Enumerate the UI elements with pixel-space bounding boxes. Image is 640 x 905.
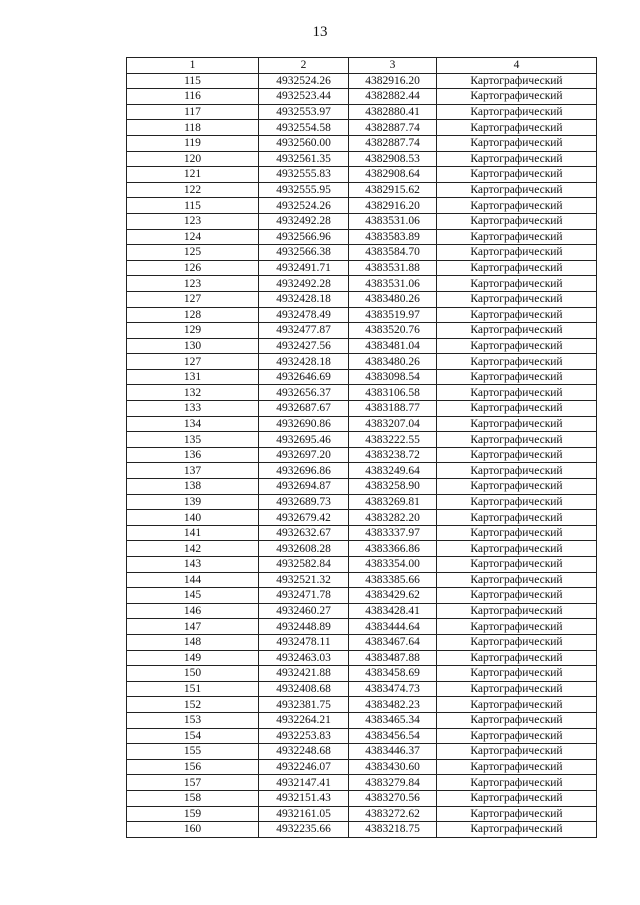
y-coordinate-cell: 4383366.86: [349, 541, 437, 557]
method-cell: Картографический: [437, 260, 597, 276]
point-number-cell: 141: [127, 525, 259, 541]
point-number-cell: 115: [127, 198, 259, 214]
point-number-cell: 147: [127, 619, 259, 635]
method-cell: Картографический: [437, 354, 597, 370]
y-coordinate-cell: 4383238.72: [349, 447, 437, 463]
x-coordinate-cell: 4932555.83: [259, 167, 349, 183]
table-row: [127, 759, 597, 775]
x-coordinate-cell: 4932632.67: [259, 525, 349, 541]
page-number: 13: [312, 24, 328, 40]
table-header-row: [127, 58, 597, 74]
table-row: [127, 354, 597, 370]
method-cell: Картографический: [437, 806, 597, 822]
point-number-cell: 116: [127, 89, 259, 105]
method-cell: Картографический: [437, 744, 597, 760]
x-coordinate-cell: 4932560.00: [259, 135, 349, 151]
table-row: [127, 291, 597, 307]
y-coordinate-cell: 4383282.20: [349, 510, 437, 526]
x-coordinate-cell: 4932521.32: [259, 572, 349, 588]
table-row: [127, 603, 597, 619]
point-number-cell: 132: [127, 385, 259, 401]
method-cell: Картографический: [437, 73, 597, 89]
x-coordinate-cell: 4932427.56: [259, 338, 349, 354]
table-row: [127, 182, 597, 198]
x-coordinate-cell: 4932523.44: [259, 89, 349, 105]
point-number-cell: 119: [127, 135, 259, 151]
table-row: [127, 369, 597, 385]
point-number-cell: 120: [127, 151, 259, 167]
method-cell: Картографический: [437, 775, 597, 791]
y-coordinate-cell: 4383222.55: [349, 432, 437, 448]
x-coordinate-cell: 4932491.71: [259, 260, 349, 276]
method-cell: Картографический: [437, 681, 597, 697]
method-cell: Картографический: [437, 213, 597, 229]
point-number-cell: 128: [127, 307, 259, 323]
point-number-cell: 117: [127, 104, 259, 120]
y-coordinate-cell: 4382915.62: [349, 182, 437, 198]
y-coordinate-cell: 4383480.26: [349, 354, 437, 370]
y-coordinate-cell: 4383269.81: [349, 494, 437, 510]
point-number-cell: 134: [127, 416, 259, 432]
table-row: [127, 572, 597, 588]
point-number-cell: 127: [127, 354, 259, 370]
point-number-cell: 160: [127, 822, 259, 838]
table-row: [127, 712, 597, 728]
method-cell: Картографический: [437, 447, 597, 463]
x-coordinate-cell: 4932448.89: [259, 619, 349, 635]
table-row: [127, 307, 597, 323]
point-number-cell: 124: [127, 229, 259, 245]
table-row: [127, 245, 597, 261]
method-cell: Картографический: [437, 416, 597, 432]
x-coordinate-cell: 4932151.43: [259, 790, 349, 806]
x-coordinate-cell: 4932696.86: [259, 463, 349, 479]
y-coordinate-cell: 4383098.54: [349, 369, 437, 385]
table-row: [127, 681, 597, 697]
x-coordinate-cell: 4932694.87: [259, 479, 349, 495]
method-cell: Картографический: [437, 182, 597, 198]
method-cell: Картографический: [437, 494, 597, 510]
x-coordinate-cell: 4932689.73: [259, 494, 349, 510]
y-coordinate-cell: 4382908.64: [349, 167, 437, 183]
table-row: [127, 806, 597, 822]
x-coordinate-cell: 4932566.38: [259, 245, 349, 261]
table-row: [127, 790, 597, 806]
point-number-cell: 133: [127, 401, 259, 417]
x-coordinate-cell: 4932656.37: [259, 385, 349, 401]
point-number-cell: 135: [127, 432, 259, 448]
y-coordinate-cell: 4383354.00: [349, 557, 437, 573]
table-row: [127, 541, 597, 557]
table-row: [127, 650, 597, 666]
method-cell: Картографический: [437, 728, 597, 744]
method-cell: Картографический: [437, 276, 597, 292]
method-cell: Картографический: [437, 510, 597, 526]
x-coordinate-cell: 4932478.11: [259, 634, 349, 650]
point-number-cell: 131: [127, 369, 259, 385]
point-number-cell: 123: [127, 276, 259, 292]
y-coordinate-cell: 4383458.69: [349, 666, 437, 682]
point-number-cell: 158: [127, 790, 259, 806]
table-row: [127, 666, 597, 682]
table-row: [127, 728, 597, 744]
point-number-cell: 153: [127, 712, 259, 728]
table-row: [127, 634, 597, 650]
y-coordinate-cell: 4383272.62: [349, 806, 437, 822]
y-coordinate-cell: 4383270.56: [349, 790, 437, 806]
method-cell: Картографический: [437, 759, 597, 775]
y-coordinate-cell: 4383474.73: [349, 681, 437, 697]
x-coordinate-cell: 4932428.18: [259, 354, 349, 370]
table-row: [127, 775, 597, 791]
table-row: [127, 229, 597, 245]
method-cell: Картографический: [437, 603, 597, 619]
table-row: [127, 260, 597, 276]
x-coordinate-cell: 4932381.75: [259, 697, 349, 713]
table-row: [127, 385, 597, 401]
method-cell: Картографический: [437, 619, 597, 635]
y-coordinate-cell: 4383520.76: [349, 323, 437, 339]
x-coordinate-cell: 4932428.18: [259, 291, 349, 307]
column-header: 1: [127, 58, 259, 74]
x-coordinate-cell: 4932690.86: [259, 416, 349, 432]
method-cell: Картографический: [437, 525, 597, 541]
method-cell: Картографический: [437, 463, 597, 479]
y-coordinate-cell: 4383456.54: [349, 728, 437, 744]
table-row: [127, 588, 597, 604]
x-coordinate-cell: 4932608.28: [259, 541, 349, 557]
y-coordinate-cell: 4383446.37: [349, 744, 437, 760]
y-coordinate-cell: 4383429.62: [349, 588, 437, 604]
point-number-cell: 142: [127, 541, 259, 557]
y-coordinate-cell: 4383584.70: [349, 245, 437, 261]
y-coordinate-cell: 4383188.77: [349, 401, 437, 417]
method-cell: Картографический: [437, 369, 597, 385]
x-coordinate-cell: 4932679.42: [259, 510, 349, 526]
method-cell: Картографический: [437, 650, 597, 666]
method-cell: Картографический: [437, 323, 597, 339]
table-row: [127, 822, 597, 838]
y-coordinate-cell: 4383106.58: [349, 385, 437, 401]
method-cell: Картографический: [437, 712, 597, 728]
point-number-cell: 123: [127, 213, 259, 229]
column-header: 3: [349, 58, 437, 74]
method-cell: Картографический: [437, 790, 597, 806]
table-row: [127, 525, 597, 541]
method-cell: Картографический: [437, 432, 597, 448]
x-coordinate-cell: 4932235.66: [259, 822, 349, 838]
table-row: [127, 89, 597, 105]
point-number-cell: 146: [127, 603, 259, 619]
x-coordinate-cell: 4932253.83: [259, 728, 349, 744]
point-number-cell: 156: [127, 759, 259, 775]
point-number-cell: 139: [127, 494, 259, 510]
point-number-cell: 155: [127, 744, 259, 760]
method-cell: Картографический: [437, 634, 597, 650]
method-cell: Картографический: [437, 338, 597, 354]
point-number-cell: 159: [127, 806, 259, 822]
point-number-cell: 130: [127, 338, 259, 354]
point-number-cell: 122: [127, 182, 259, 198]
column-header: 4: [437, 58, 597, 74]
table-row: [127, 151, 597, 167]
table-row: [127, 510, 597, 526]
coordinates-table: [126, 57, 597, 838]
method-cell: Картографический: [437, 697, 597, 713]
x-coordinate-cell: 4932147.41: [259, 775, 349, 791]
y-coordinate-cell: 4383249.64: [349, 463, 437, 479]
y-coordinate-cell: 4382908.53: [349, 151, 437, 167]
x-coordinate-cell: 4932246.07: [259, 759, 349, 775]
x-coordinate-cell: 4932264.21: [259, 712, 349, 728]
method-cell: Картографический: [437, 479, 597, 495]
table-row: [127, 323, 597, 339]
x-coordinate-cell: 4932695.46: [259, 432, 349, 448]
x-coordinate-cell: 4932687.67: [259, 401, 349, 417]
method-cell: Картографический: [437, 385, 597, 401]
x-coordinate-cell: 4932492.28: [259, 276, 349, 292]
point-number-cell: 145: [127, 588, 259, 604]
point-number-cell: 127: [127, 291, 259, 307]
y-coordinate-cell: 4383279.84: [349, 775, 437, 791]
table-row: [127, 432, 597, 448]
method-cell: Картографический: [437, 135, 597, 151]
x-coordinate-cell: 4932421.88: [259, 666, 349, 682]
y-coordinate-cell: 4383531.06: [349, 213, 437, 229]
table-row: [127, 557, 597, 573]
method-cell: Картографический: [437, 198, 597, 214]
table-row: [127, 198, 597, 214]
x-coordinate-cell: 4932555.95: [259, 182, 349, 198]
table-row: [127, 73, 597, 89]
table-row: [127, 463, 597, 479]
point-number-cell: 151: [127, 681, 259, 697]
table-row: [127, 104, 597, 120]
x-coordinate-cell: 4932566.96: [259, 229, 349, 245]
method-cell: Картографический: [437, 666, 597, 682]
y-coordinate-cell: 4383444.64: [349, 619, 437, 635]
table-row: [127, 697, 597, 713]
x-coordinate-cell: 4932561.35: [259, 151, 349, 167]
point-number-cell: 152: [127, 697, 259, 713]
point-number-cell: 137: [127, 463, 259, 479]
method-cell: Картографический: [437, 291, 597, 307]
point-number-cell: 157: [127, 775, 259, 791]
table-row: [127, 447, 597, 463]
y-coordinate-cell: 4382887.74: [349, 135, 437, 151]
y-coordinate-cell: 4382916.20: [349, 198, 437, 214]
method-cell: Картографический: [437, 104, 597, 120]
point-number-cell: 125: [127, 245, 259, 261]
point-number-cell: 115: [127, 73, 259, 89]
y-coordinate-cell: 4383481.04: [349, 338, 437, 354]
x-coordinate-cell: 4932524.26: [259, 198, 349, 214]
method-cell: Картографический: [437, 89, 597, 105]
method-cell: Картографический: [437, 401, 597, 417]
point-number-cell: 136: [127, 447, 259, 463]
point-number-cell: 150: [127, 666, 259, 682]
table-row: [127, 401, 597, 417]
point-number-cell: 140: [127, 510, 259, 526]
method-cell: Картографический: [437, 822, 597, 838]
y-coordinate-cell: 4383531.06: [349, 276, 437, 292]
y-coordinate-cell: 4383482.23: [349, 697, 437, 713]
table-row: [127, 494, 597, 510]
table-row: [127, 479, 597, 495]
x-coordinate-cell: 4932697.20: [259, 447, 349, 463]
y-coordinate-cell: 4383519.97: [349, 307, 437, 323]
y-coordinate-cell: 4383337.97: [349, 525, 437, 541]
table-row: [127, 338, 597, 354]
x-coordinate-cell: 4932554.58: [259, 120, 349, 136]
point-number-cell: 129: [127, 323, 259, 339]
x-coordinate-cell: 4932478.49: [259, 307, 349, 323]
point-number-cell: 138: [127, 479, 259, 495]
point-number-cell: 121: [127, 167, 259, 183]
y-coordinate-cell: 4383487.88: [349, 650, 437, 666]
x-coordinate-cell: 4932524.26: [259, 73, 349, 89]
method-cell: Картографический: [437, 307, 597, 323]
point-number-cell: 154: [127, 728, 259, 744]
method-cell: Картографический: [437, 572, 597, 588]
table-row: [127, 276, 597, 292]
table-row: [127, 120, 597, 136]
y-coordinate-cell: 4383465.34: [349, 712, 437, 728]
x-coordinate-cell: 4932408.68: [259, 681, 349, 697]
x-coordinate-cell: 4932248.68: [259, 744, 349, 760]
point-number-cell: 118: [127, 120, 259, 136]
y-coordinate-cell: 4382887.74: [349, 120, 437, 136]
method-cell: Картографический: [437, 541, 597, 557]
y-coordinate-cell: 4383207.04: [349, 416, 437, 432]
point-number-cell: 149: [127, 650, 259, 666]
x-coordinate-cell: 4932582.84: [259, 557, 349, 573]
x-coordinate-cell: 4932492.28: [259, 213, 349, 229]
method-cell: Картографический: [437, 245, 597, 261]
method-cell: Картографический: [437, 167, 597, 183]
y-coordinate-cell: 4383467.64: [349, 634, 437, 650]
y-coordinate-cell: 4382882.44: [349, 89, 437, 105]
y-coordinate-cell: 4383531.88: [349, 260, 437, 276]
y-coordinate-cell: 4382916.20: [349, 73, 437, 89]
table-row: [127, 619, 597, 635]
method-cell: Картографический: [437, 557, 597, 573]
x-coordinate-cell: 4932553.97: [259, 104, 349, 120]
table-row: [127, 135, 597, 151]
x-coordinate-cell: 4932646.69: [259, 369, 349, 385]
y-coordinate-cell: 4383480.26: [349, 291, 437, 307]
table-row: [127, 167, 597, 183]
method-cell: Картографический: [437, 120, 597, 136]
table-row: [127, 744, 597, 760]
y-coordinate-cell: 4383583.89: [349, 229, 437, 245]
y-coordinate-cell: 4382880.41: [349, 104, 437, 120]
y-coordinate-cell: 4383430.60: [349, 759, 437, 775]
column-header: 2: [259, 58, 349, 74]
table-row: [127, 213, 597, 229]
x-coordinate-cell: 4932477.87: [259, 323, 349, 339]
y-coordinate-cell: 4383385.66: [349, 572, 437, 588]
method-cell: Картографический: [437, 588, 597, 604]
y-coordinate-cell: 4383258.90: [349, 479, 437, 495]
x-coordinate-cell: 4932471.78: [259, 588, 349, 604]
method-cell: Картографический: [437, 229, 597, 245]
point-number-cell: 144: [127, 572, 259, 588]
x-coordinate-cell: 4932161.05: [259, 806, 349, 822]
x-coordinate-cell: 4932460.27: [259, 603, 349, 619]
table-row: [127, 416, 597, 432]
point-number-cell: 126: [127, 260, 259, 276]
y-coordinate-cell: 4383218.75: [349, 822, 437, 838]
y-coordinate-cell: 4383428.41: [349, 603, 437, 619]
point-number-cell: 148: [127, 634, 259, 650]
x-coordinate-cell: 4932463.03: [259, 650, 349, 666]
method-cell: Картографический: [437, 151, 597, 167]
point-number-cell: 143: [127, 557, 259, 573]
